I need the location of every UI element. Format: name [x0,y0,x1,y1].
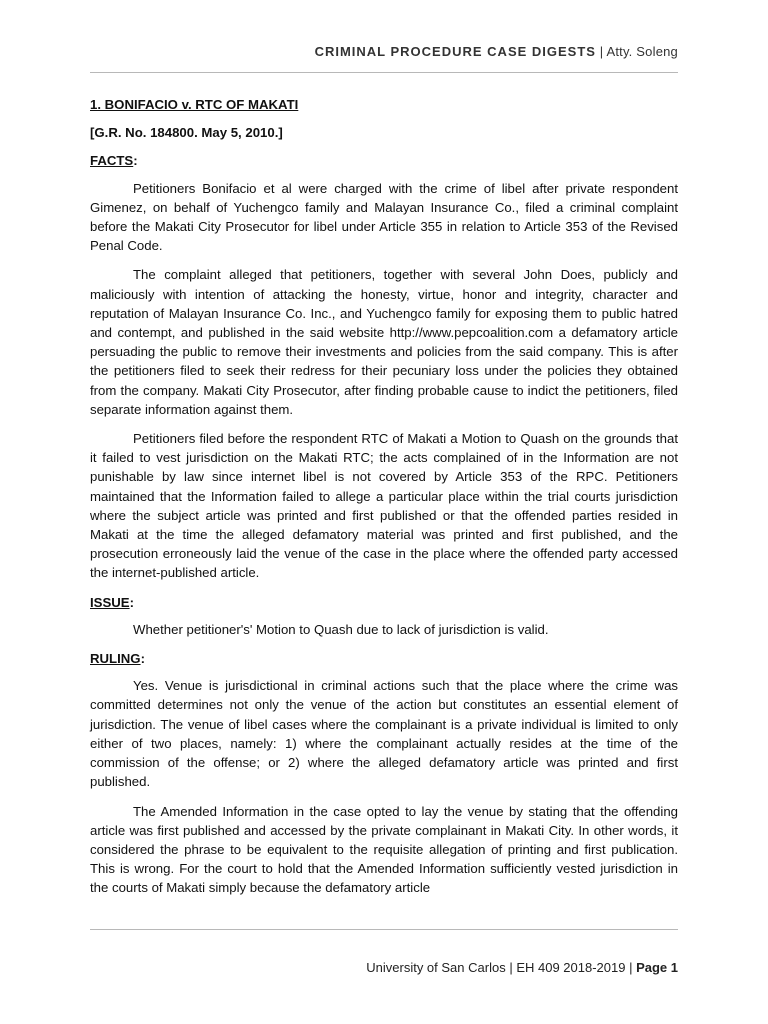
case-title: 1. BONIFACIO v. RTC OF MAKATI [90,97,299,112]
header-divider [90,72,678,73]
ruling-heading-colon: : [140,651,145,667]
header-separator: | [595,44,607,59]
footer-separator-2: | [625,960,637,975]
footer-course: EH 409 2018-2019 [516,960,626,975]
issue-paragraph: Whether petitioner's' Motion to Quash due to lack of jurisdiction is valid. [133,621,549,637]
facts-paragraph-1: Petitioners Bonifacio et al were charged with the crime of libel after private respondent Gimenez, on behalf of Yuchengco family and Malayan Insurance Co., filed a criminal complaint before the Makati City Prosecutor for libel under Article 355 in relation to Article 353 of the Revised Penal Code. [90,180,678,254]
document-body [90,95,678,908]
facts-paragraph-2: The complaint alleged that petitioners, together with several John Does, publicly and maliciously with intention of attacking the honesty, virtue, honor and integrity, character and reputation of Malayan Insurance Co. Inc., and Yuchengco family for exposing them to public hatred and contempt, and published in the said website http://www.pepcoalition.com a defamatory article persuading the public to remove their investments and policies from the said company. This is after the petitioners filed to seek their redress for their pecuniary loss under the policies they obtained from the company. Makati City Prosecutor, after finding probable cause to indict the petitioners, filed separate information against them. [90,267,678,417]
footer-school: University of San Carlos [366,960,506,975]
facts-heading [90,151,678,170]
ruling-heading [90,649,678,668]
ruling-heading-text: RULING [90,651,141,667]
facts-heading-text: FACTS [90,153,134,169]
footer-separator-1: | [505,960,517,975]
ruling-paragraph-1: Yes. Venue is jurisdictional in criminal actions such that the place where the crime was committed determines not only the venue of the action but constitutes an essential element of jurisdiction. The venue of libel cases where the complainant is a private individual is limited to only either of two places, namely: 1) where the complainant actually resides at the time of the commission of the offense; or 2) where the alleged defamatory article was printed and first published. [90,678,678,790]
issue-heading [90,593,678,612]
page-header [90,44,678,59]
header-title: CRIMINAL PROCEDURE CASE DIGESTS [314,44,596,59]
issue-heading-colon: : [129,594,134,610]
footer-divider [90,929,678,930]
facts-heading-colon: : [133,153,138,169]
ruling-paragraph-2: The Amended Information in the case opted to lay the venue by stating that the offending article was first published and accessed by the private complainant in Makati City. In other words, it considered the phrase to be equivalent to the requisite allegation of printing and first publication. This is wrong. For the court to hold that the Amended Information sufficiently vested jurisdiction in the courts of Makati simply because the defamatory article [90,803,678,896]
footer-page-number: Page 1 [636,960,678,975]
case-citation: [G.R. No. 184800. May 5, 2010.] [90,125,283,141]
header-author: Atty. Soleng [606,44,678,59]
issue-heading-text: ISSUE [90,594,130,610]
facts-paragraph-3: Petitioners filed before the respondent RTC of Makati a Motion to Quash on the grounds that it failed to vest jurisdiction on the Makati RTC; the acts complained of in the Information are not punishable by law since internet libel is not covered by Article 353 of the RPC. Petitioners maintained that the Information failed to allege a particular place within the trial courts jurisdiction where the subject article was printed and first published or that the offended parties resided in Makati at the time the alleged defamatory material was printed and first published, and the prosecution erroneously laid the venue of the case in the place where the offended party accessed the internet-published article. [90,431,678,581]
page-footer [90,960,678,975]
